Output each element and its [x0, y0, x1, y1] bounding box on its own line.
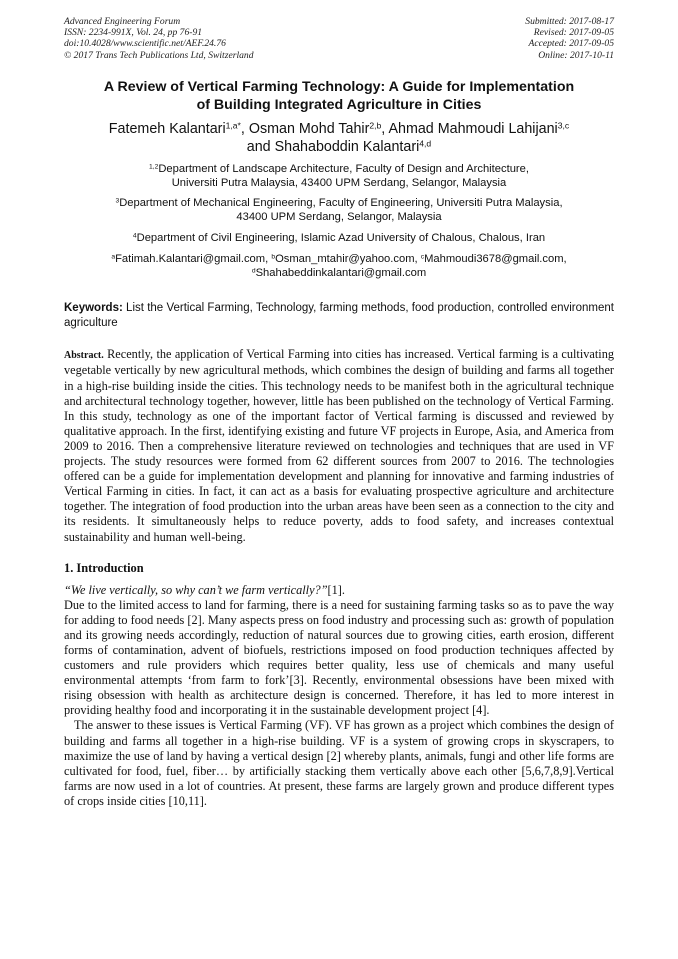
date-online: Online: 2017-10-11: [538, 49, 614, 61]
abstract-text: Recently, the application of Vertical Farming into cities has increased. Vertical farming is a cultivating vegetable vertically by new agricultural methods, which combines the design of building and farms all together in a high-rise building inside the cities. This technology needs to be manifest both in the agricultural technique and architectural technology together, however, little has been published on the technology of Vertical Farming. In this study, technology as one of the important factor of Vertical farming is discussed and reviewed by qualitative approach. In the first, identifying existing and future VF projects in Europe, Asia, and America from 2009 to 2016. Then a comprehensive literature reviewed on technologies and techniques that are used in VF projects. The study resources were formed from 62 different sources from 2007 to 2016. The technologies offered can be a guide for implementation development and planning for innovative and farming industries of Vertical Farming in cities. In fact, it can act as a basis for evaluating prospective agriculture and architecture together. The integration of food production into the urban areas have been seen as a connection to the city and its residents. It simultaneously helps to reduce poverty, adds to food safety, and increases contextual sustainability and human well-being.: [64, 347, 614, 544]
affiliation-2: [64, 197, 614, 225]
date-accepted: Accepted: 2017-09-05: [528, 38, 614, 50]
affiliation-superscript: 3: [115, 198, 120, 206]
email-superscript: d: [251, 267, 256, 275]
journal-header: [64, 16, 614, 61]
section-heading-introduction: 1. Introduction: [64, 560, 144, 575]
journal-issn: ISSN: 2234-991X, Vol. 24, pp 76-91: [64, 27, 203, 39]
abstract-label: Abstract.: [64, 350, 104, 362]
affiliation-text: Department of Mechanical Engineering, Faculty of Engineering, Universiti Putra Malaysia,: [119, 197, 563, 210]
author-emails: [64, 253, 614, 281]
email-link[interactable]: Fatimah.Kalantari@gmail.com,: [115, 252, 272, 265]
quote-text: “We live vertically, so why can’t we farm vertically?”: [64, 582, 328, 597]
email-superscript: c: [420, 253, 425, 261]
title-line-2: of Building Integrated Agriculture in Cities: [196, 97, 482, 114]
publication-dates: [525, 16, 614, 61]
author-line-1: [64, 120, 614, 138]
affiliation-3: [64, 232, 614, 246]
author-superscript: 2,b: [369, 120, 382, 131]
author-list: [64, 120, 614, 156]
journal-doi: doi:10.4028/www.scientific.net/AEF.24.76: [64, 38, 226, 50]
quote-reference: [1].: [327, 582, 345, 597]
date-revised: Revised: 2017-09-05: [533, 27, 614, 39]
journal-copyright: © 2017 Trans Tech Publications Ltd, Switzerland: [64, 49, 254, 61]
intro-paragraph-1: Due to the limited access to land for farming, there is a need for sustaining farming tasks so as to pave the way for adding to food needs [2]. Many aspects press on food industry and processing such as: growth of population and its growing needs accordingly, reduction of natural sources due to growing cities, earth erosion, different forms of contamination, advent of biofuels, restrictions imposed on food production techniques affected by customers and rule providers which requires better quality, less use of chemicals and many useful environmental attempts ‘from farm to fork’[3]. Recently, environmental obsessions have been mixed with rising obsession with health as architecture design is concerned. Therefore, it has led to more interest in providing healthy food and incorporating it in the sustainable development project [4].: [64, 597, 614, 718]
email-link[interactable]: Osman_mtahir@yahoo.com,: [275, 252, 421, 265]
affiliation-text: 43400 UPM Serdang, Selangor, Malaysia: [236, 211, 442, 224]
abstract: [64, 347, 614, 544]
author-line-2: [64, 138, 614, 156]
journal-info: [64, 16, 254, 61]
affiliation-superscript: 1,2: [149, 163, 159, 171]
keywords-label: Keywords:: [64, 302, 123, 315]
author-name: , Ahmad Mahmoudi Lahijani: [381, 120, 558, 137]
author-superscript: 3,c: [557, 120, 570, 131]
affiliation-1: [64, 163, 614, 191]
affiliation-superscript: 4: [132, 232, 137, 240]
author-name: , Osman Mohd Tahir: [240, 120, 370, 137]
intro-paragraph-2: The answer to these issues is Vertical Farming (VF). VF has grown as a project which combines the design of building and farms all together in a high-rise building. VF is a system of growing crops in skyscrapers, to maximize the use of land by having a vertical design [2] whereby plants, animals, fungi and other life forms are cultivated for food, fuel, fiber… by artificially stacking them vertically above each other [5,6,7,8,9].Vertical farms are now used in a lot of countries. At present, these farms are largely grown and produce different types of crops inside cities [10,11].: [64, 718, 614, 808]
journal-name: Advanced Engineering Forum: [64, 16, 181, 27]
affiliation-text: Department of Landscape Architecture, Faculty of Design and Architecture,: [158, 162, 529, 175]
affiliation-text: Universiti Putra Malaysia, 43400 UPM Serdang, Selangor, Malaysia: [171, 176, 507, 189]
keywords-text: List the Vertical Farming, Technology, farming methods, food production, controlled environment agriculture: [64, 302, 614, 329]
email-link[interactable]: Mahmoudi3678@gmail.com,: [424, 252, 567, 265]
paper-title: [64, 78, 614, 115]
email-superscript: a: [111, 253, 116, 261]
author-superscript: 4,d: [419, 138, 432, 149]
keywords: [64, 301, 614, 330]
affiliation-text: Department of Civil Engineering, Islamic Azad University of Chalous, Chalous, Iran: [136, 232, 546, 244]
author-name: and Shahaboddin Kalantari: [246, 138, 420, 155]
author-name: Fatemeh Kalantari: [108, 120, 226, 137]
title-line-1: A Review of Vertical Farming Technology: A Guide for Implementation: [103, 78, 575, 95]
author-superscript: 1,a*: [225, 120, 241, 131]
email-superscript: b: [271, 253, 276, 261]
intro-quote: [64, 583, 614, 598]
date-submitted: Submitted: 2017-08-17: [525, 16, 614, 27]
email-link[interactable]: Shahabeddinkalantari@gmail.com: [255, 266, 427, 279]
